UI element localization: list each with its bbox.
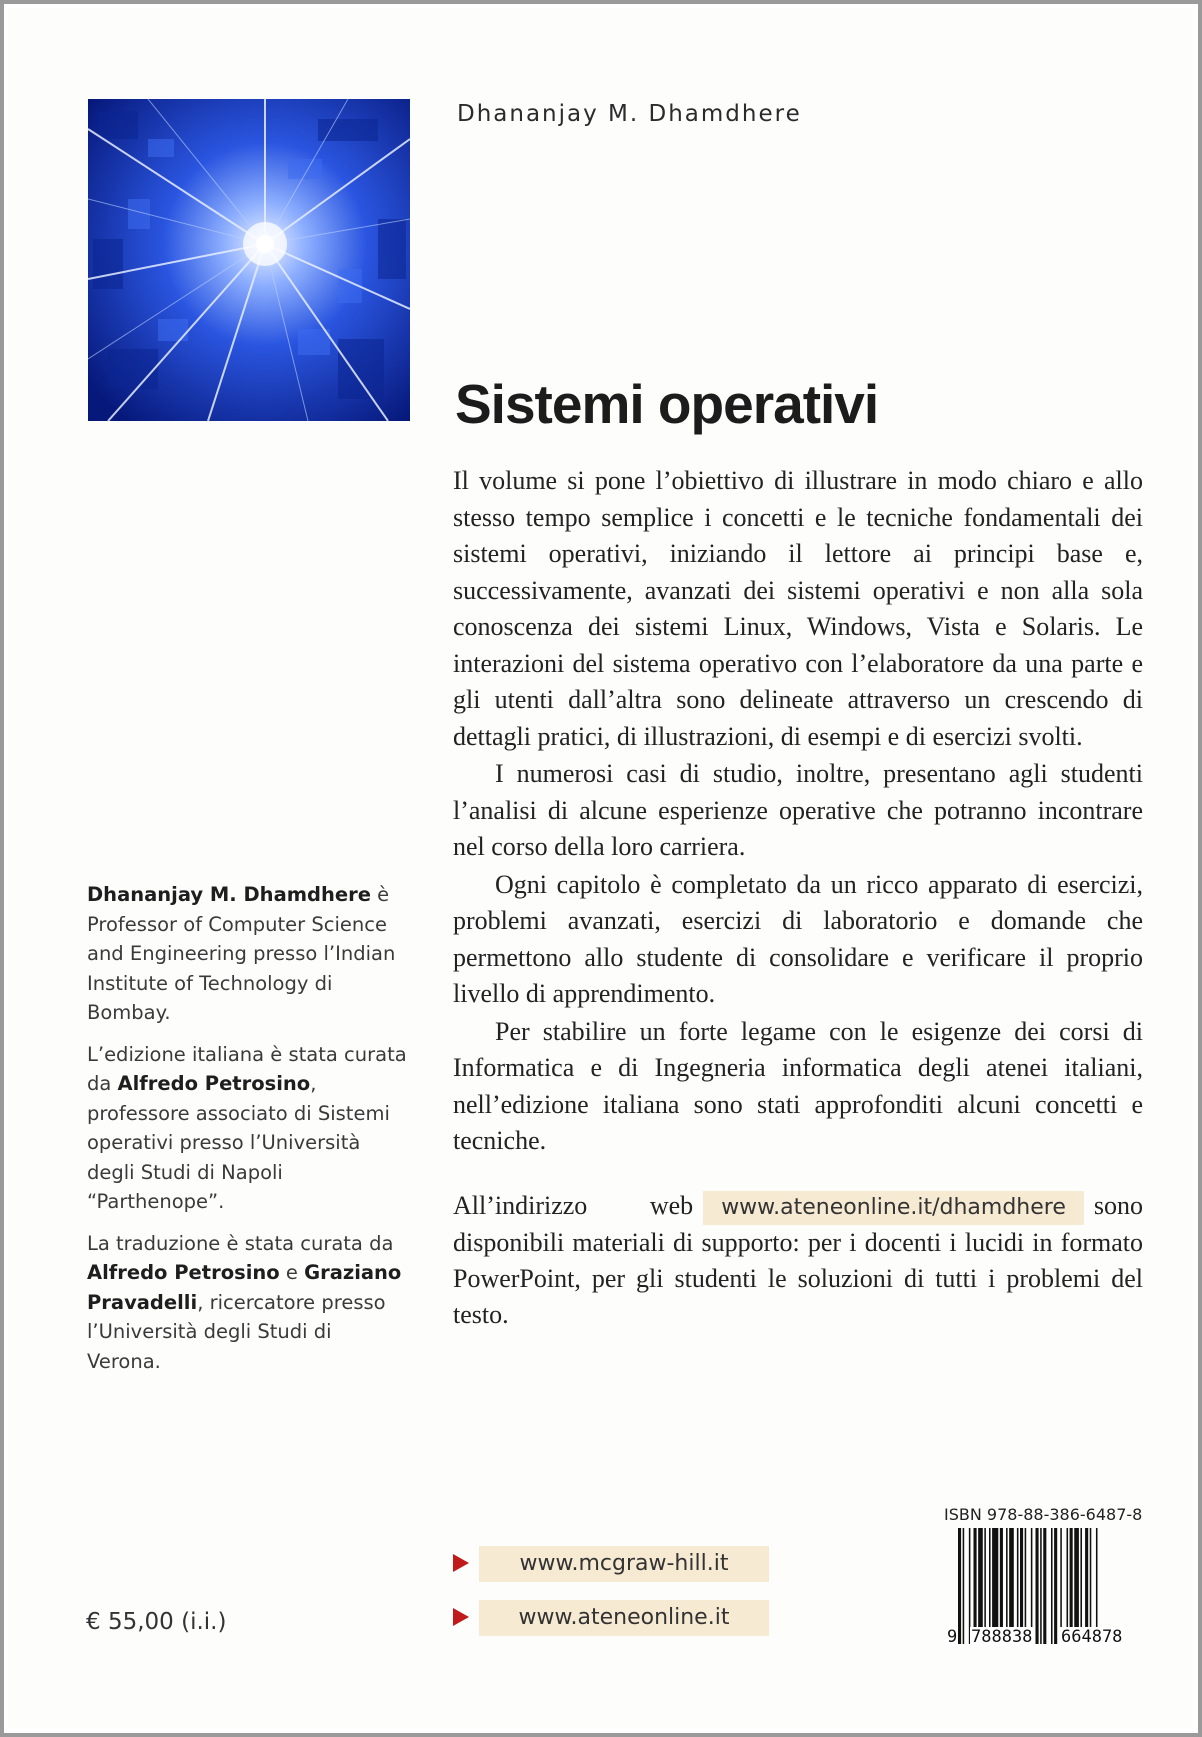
description-paragraph: I numerosi casi di studio, inoltre, presentano agli studenti l’analisi di alcune esperienze operative che potranno incontrare nel corso della loro carriera. (453, 759, 1143, 861)
arrow-right-icon (453, 1554, 469, 1572)
author-header: Dhananjay M. Dhamdhere (457, 101, 802, 127)
barcode-left-digits: 788838 (971, 1627, 1033, 1647)
price: € 55,00 (i.i.) (86, 1609, 227, 1635)
arrow-right-icon (453, 1608, 469, 1626)
author-bio (87, 880, 407, 1388)
bio-translation-prefix: La traduzione è stata curata da (87, 1231, 394, 1255)
bio-author-text: è Professor of Computer Science and Engineering presso l’Indian Institute of Technology di Bombay. (87, 883, 396, 1024)
bio-translation-and: e (279, 1261, 305, 1284)
cover-surface (8, 8, 1194, 1729)
link-label[interactable]: www.mcgraw-hill.it (479, 1546, 769, 1582)
barcode-digits (946, 1627, 1146, 1649)
link-ateneonline[interactable] (453, 1600, 773, 1636)
bio-edition-suffix: , professore associato di Sistemi operativi presso l’Università degli Studi di Napoli “Parthenope”. (87, 1072, 390, 1213)
book-description (453, 463, 1143, 1161)
companion-site-url[interactable]: www.ateneonline.it/dhamdhere (703, 1191, 1084, 1225)
bio-edition-prefix: L’edizione italiana è stata curata da (87, 1042, 407, 1095)
bio-author-name: Dhananjay M. Dhamdhere (87, 883, 371, 906)
bio-editor-name: Alfredo Petrosino (117, 1072, 311, 1095)
web-suffix: sono disponibili materiali di supporto: per i docenti i lucidi in formato PowerPoint, per gli studenti le soluzioni di tutti i problemi del testo. (453, 1191, 1143, 1329)
cover-artwork (88, 99, 410, 421)
bio-translation-paragraph (87, 1229, 407, 1377)
isbn-label: ISBN 978-88-386-6487-8 (944, 1505, 1143, 1524)
link-mcgraw-hill[interactable] (453, 1546, 773, 1582)
abstract-light-burst-image (88, 99, 410, 421)
bio-edition-paragraph (87, 1040, 407, 1217)
bio-translator-1: Alfredo Petrosino (87, 1261, 280, 1284)
description-paragraph: Il volume si pone l’obiettivo di illustrare in modo chiaro e allo stesso tempo semplice i concetti e le tecniche fondamentali dei sistemi operativi, iniziando il lettore ai principi base e, successivamente, avanzati dei sistemi operativi e non alla sola conoscenza dei sistemi Linux, Windows, Vista e Solaris. Le interazioni del sistema operativo con l’elaboratore da una parte e gli utenti dall’altra sono delineate attraverso un crescendo di dettagli pratici, di illustrazioni, di esempi e di esercizi svolti. (453, 466, 1143, 751)
bio-translation-suffix: , ricercatore presso l’Università degli Studi di Verona. (87, 1290, 386, 1373)
barcode-lead-digit: 9 (947, 1627, 958, 1647)
bio-translator-2: Graziano Pravadelli (87, 1261, 402, 1314)
web-resources-paragraph (453, 1188, 1143, 1333)
barcode-right-digits: 664878 (1061, 1627, 1123, 1647)
description-paragraph: Per stabilire un forte legame con le esigenze dei corsi di Informatica e di Ingegneria informatica degli atenei italiani, nell’edizione italiana sono stati approfonditi alcuni concetti e tecniche. (453, 1016, 1143, 1155)
web-prefix: All’indirizzo web (453, 1191, 694, 1220)
book-title: Sistemi operativi (455, 373, 879, 435)
bio-author-paragraph (87, 880, 407, 1028)
link-label[interactable]: www.ateneonline.it (479, 1600, 769, 1636)
description-paragraph: Ogni capitolo è completato da un ricco apparato di esercizi, problemi avanzati, esercizi di laboratorio e domande che permettono allo studente di consolidare e verificare il proprio livello di apprendimento. (453, 869, 1143, 1008)
